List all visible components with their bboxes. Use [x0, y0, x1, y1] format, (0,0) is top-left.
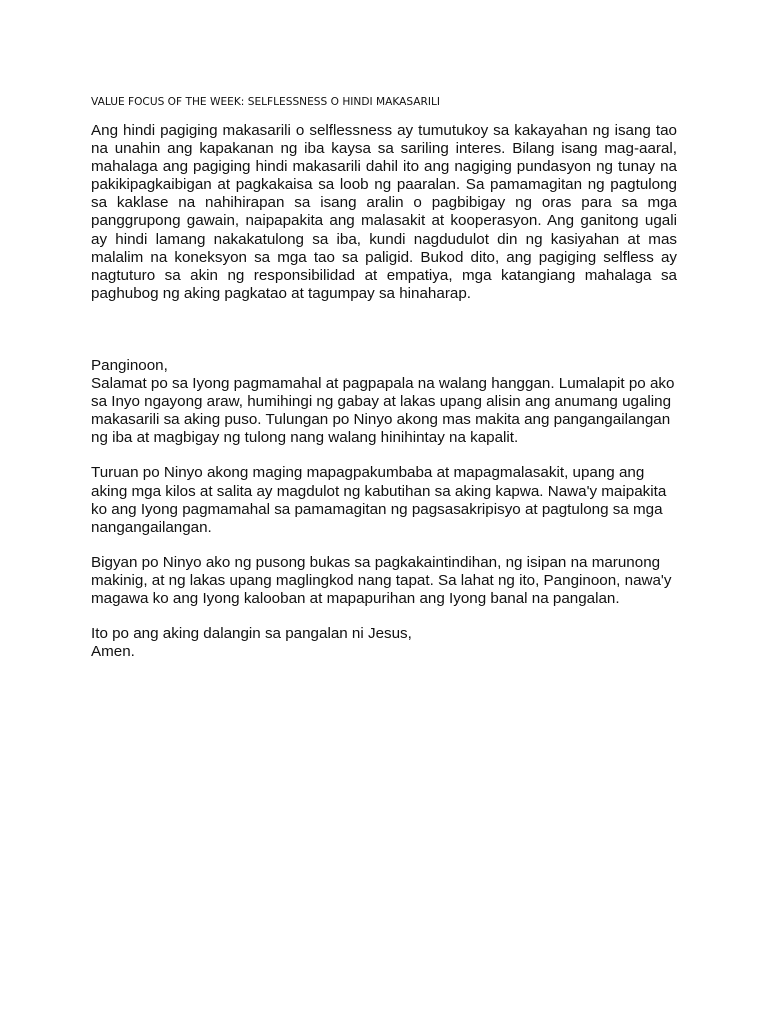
prayer-salutation: Panginoon, [91, 356, 168, 374]
prayer-line: aking mga kilos at salita ay magdulot ng kabutihan sa aking kapwa. Nawa'y maipakita [91, 482, 667, 500]
prayer-line: Salamat po sa Iyong pagmamahal at pagpapala na walang hanggan. Lumalapit po ako [91, 375, 675, 393]
prayer-line: nangangailangan. [91, 518, 212, 536]
prayer-line: ko ang Iyong pagmamahal sa pamamagitan ng pagsasakripisyo at pagtulong sa mga [91, 500, 663, 518]
prayer-line: magawa ko ang Iyong kalooban at mapapurihan ang Iyong banal na pangalan. [91, 589, 620, 607]
prayer-line: Bigyan po Ninyo ako ng pusong bukas sa pagkakaintindihan, ng isipan na marunong [91, 553, 661, 571]
prayer-closing [91, 625, 677, 661]
prayer-paragraph-1 [91, 357, 677, 447]
essay-paragraph: Ang hindi pagiging makasarili o selflessness ay tumutukoy sa kakayahan ng isang tao na unahin ang kapakanan ng iba kaysa sa sariling interes. Bilang isang mag-aaral, mahalaga ang pagiging hindi makasarili dahil ito ang nagiging pundasyon ng tunay na pakikipagkaibigan at pagkakaisa sa loob ng paaralan. Sa pamamagitan ng pagtulong sa kaklase na nahihirapan sa isang aralin o pagbibigay ng oras para sa mga panggrupong gawain, naipapakita ang malasakit at kooperasyon. Ang ganitong ugali ay hindi lamang nakakatulong sa iba, kundi nagdudulot din ng kasiyahan at mas malalim na koneksyon sa mga tao sa paligid. Bukod dito, ang pagiging selfless ay nagtuturo sa akin ng responsibilidad at empatiya, mga katangiang mahalaga sa paghubog ng aking pagkatao at tagumpay sa hinaharap. [91, 122, 677, 302]
prayer-amen: Amen. [91, 643, 135, 661]
prayer-paragraph-2 [91, 464, 677, 536]
document-page [91, 94, 677, 661]
page-title: VALUE FOCUS OF THE WEEK: SELFLESSNESS O HINDI MAKASARILI [91, 96, 441, 108]
prayer-line: sa Inyo ngayong araw, humihingi ng gabay at lakas upang alisin ang anumang ugaling [91, 393, 672, 411]
prayer-paragraph-3 [91, 554, 677, 608]
prayer-closing-line: Ito po ang aking dalangin sa pangalan ni Jesus, [91, 625, 412, 643]
prayer-section [91, 357, 677, 661]
prayer-line: Turuan po Ninyo akong maging mapagpakumbaba at mapagmalasakit, upang ang [91, 464, 645, 482]
prayer-line: ng iba at magbigay ng tulong nang walang hinihintay na kapalit. [91, 429, 519, 447]
prayer-line: makasarili sa aking puso. Tulungan po Ninyo akong mas makita ang pangangailangan [91, 411, 671, 429]
prayer-line: makinig, at ng lakas upang maglingkod nang tapat. Sa lahat ng ito, Panginoon, nawa'y [91, 571, 672, 589]
